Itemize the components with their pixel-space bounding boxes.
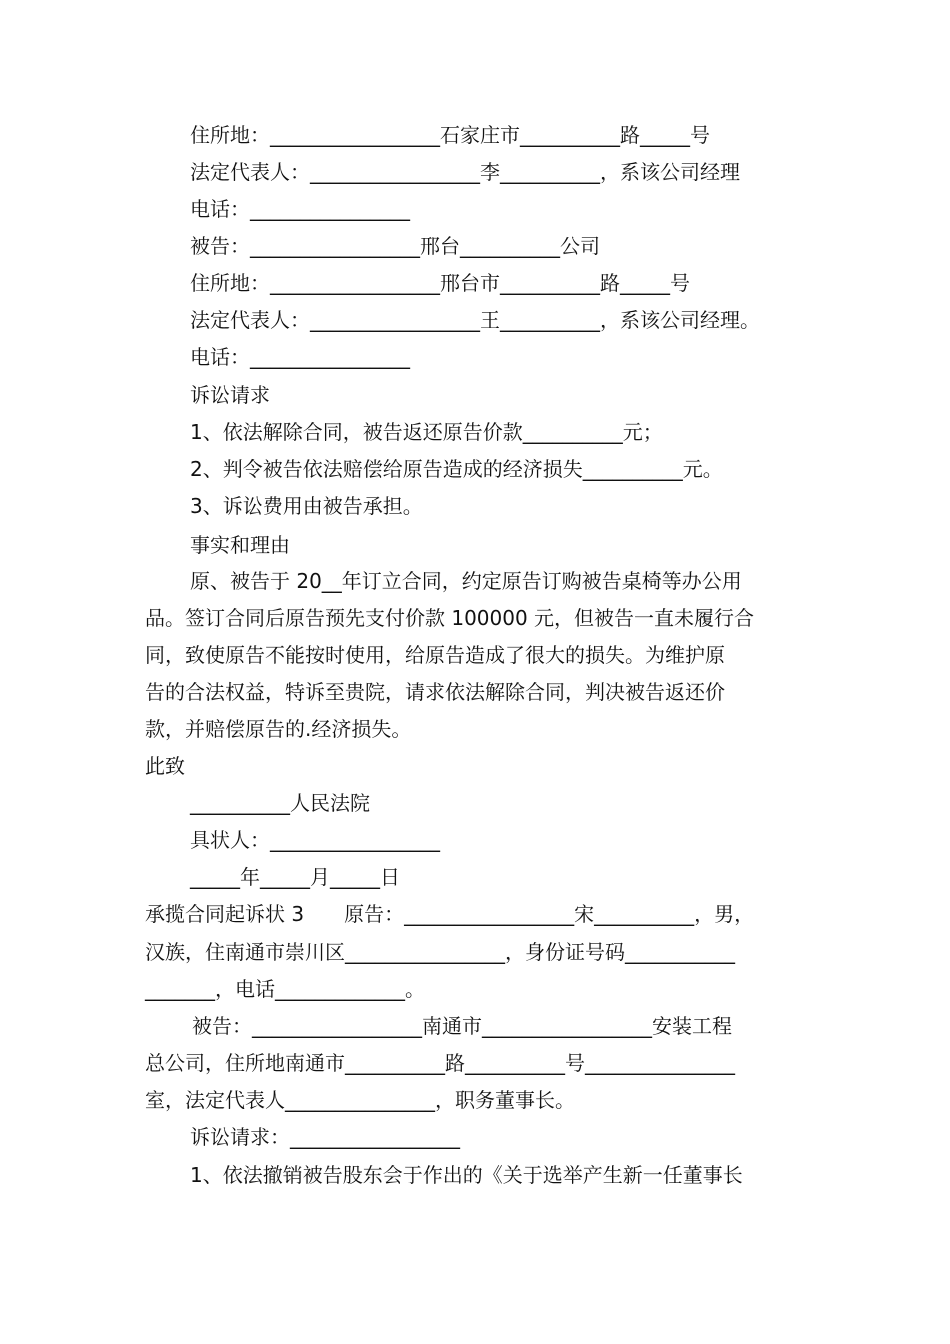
paragraph-line: 室，法定代表人_______________，职务董事长。 <box>145 1088 575 1112</box>
text-line: 住所地：_________________石家庄市__________路_____号 <box>190 123 710 147</box>
paragraph-line: 总公司，住所地南通市__________路__________号_______________ <box>145 1051 735 1075</box>
section-heading: 诉讼请求 <box>190 383 270 407</box>
paragraph-line: 告的合法权益，特诉至贵院，请求依法解除合同，判决被告返还价 <box>145 680 725 704</box>
paragraph-line: 款，并赔偿原告的.经济损失。 <box>145 717 412 741</box>
salutation: 此致 <box>145 754 185 778</box>
paragraph-line: _______，电话_____________。 <box>145 977 425 1001</box>
text-line: 法定代表人：_________________李__________，系该公司经理 <box>190 160 740 184</box>
section-heading: 诉讼请求：_________________ <box>190 1125 460 1149</box>
paragraph-line: 原、被告于 20__年订立合同，约定原告订购被告桌椅等办公用 <box>190 569 742 593</box>
paragraph-line: 被告：_________________南通市_________________安装工程 <box>192 1014 732 1038</box>
text-line: 电话：________________ <box>190 345 410 369</box>
paragraph-line: 承揽合同起诉状 3 原告：_________________宋__________，男， <box>145 902 755 926</box>
paragraph-line: 同，致使原告不能按时使用，给原告造成了很大的损失。为维护原 <box>145 643 725 667</box>
text-line: 住所地：_________________邢台市__________路_____号 <box>190 271 690 295</box>
court-line: __________人民法院 <box>190 791 370 815</box>
text-line: 法定代表人：_________________王__________，系该公司经理。 <box>190 308 760 332</box>
date-line: _____年_____月_____日 <box>190 865 400 889</box>
text-line: 2、判令被告依法赔偿给原告造成的经济损失__________元。 <box>190 457 723 481</box>
section-heading: 事实和理由 <box>190 533 290 557</box>
signature-line: 具状人：_________________ <box>190 828 440 852</box>
text-line: 1、依法解除合同，被告返还原告价款__________元； <box>190 420 663 444</box>
text-line: 被告：_________________邢台__________公司 <box>190 234 600 258</box>
paragraph-line: 汉族，住南通市崇川区________________，身份证号码___________ <box>145 940 735 964</box>
text-line: 1、依法撤销被告股东会于作出的《关于选举产生新一任董事长 <box>190 1163 743 1187</box>
paragraph-line: 品。签订合同后原告预先支付价款 100000 元，但被告一直未履行合 <box>145 606 755 630</box>
text-line: 电话：________________ <box>190 197 410 221</box>
text-line: 3、诉讼费用由被告承担。 <box>190 494 423 518</box>
